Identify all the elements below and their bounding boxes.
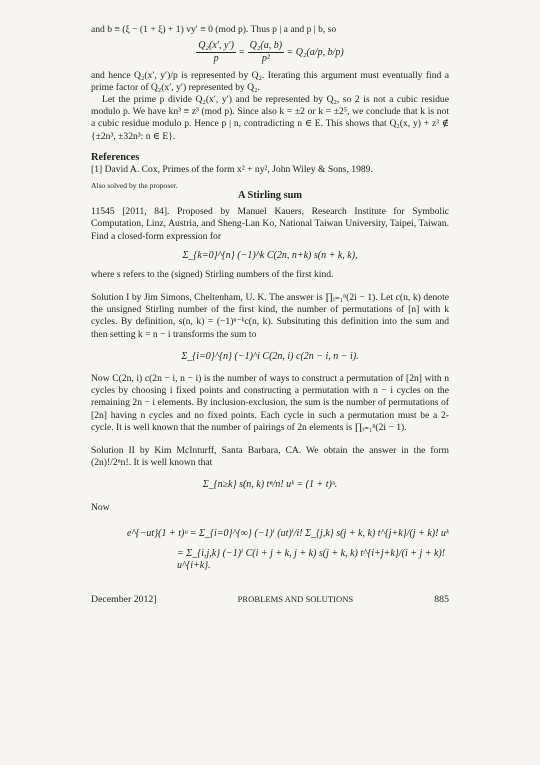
fraction-left (196, 40, 236, 65)
solution-two-expansion-line-1: e^{−ut}(1 + t)ᵘ = Σ_{i=0}^{∞} (−1)ⁱ (ut)ⁱ/i! Σ_{j,k} s(j + k, k) t^{j+k}/(j + k)! uᵏ (127, 527, 449, 539)
problem-statement: 11545 [2011, 84]. Proposed by Manuel Kauers, Research Institute for Symbolic Computation, Linz, Austria, and Sheng-Lan Ko, National Taiwan University, Taipei, Taiwan. Find a closed-form expression for (91, 206, 449, 242)
solution-two-intro: Solution II by Kim McInturff, Santa Barbara, CA. We obtain the answer in the form (2n)!/2ⁿn!. It is well known that (91, 445, 449, 469)
references-heading: References (91, 152, 140, 163)
reference-item: [1] David A. Cox, Primes of the form x² + ny², John Wiley & Sons, 1989. (91, 164, 373, 176)
equation-ratio: $\frac{\text{Q₂(x′, y′)}}{p}$ = $\frac{\text{Q₂(a, b)}}{\text{p²}}$ = Q₂(a/p, b/p) (198, 40, 344, 65)
fraction-left-denominator: p (213, 53, 219, 65)
solution-two (91, 445, 449, 580)
equation-right-side: = Q₂(a/p, b/p) (286, 47, 344, 59)
also-solved-note: Also solved by the proposer. (91, 181, 178, 191)
footer-issue: December 2012] (91, 594, 157, 605)
solution-one-body: Now C(2n, i) c(2n − i, n − i) is the number of ways to construct a permutation of [2n] with n cycles by choosing i fixed points and constructing a permutation with n − i cycles on the remaining 2n − i elements. By inclusion-exclusion, the sum is the number of permutations of [2n] having n cycles and no fixed points. Each cycle in such a permutation must be a 2-cycle. It is well known that the number of pairings of 2n elements is ∏ᵢ₌₁ⁿ(2i − 1). (91, 373, 449, 433)
solution-one-equation: Σ_{i=0}^{n} (−1)^i C(2n, i) c(2n − i, n − i). (181, 350, 359, 362)
solution-one (91, 292, 449, 434)
fraction-left-numerator: Q₂(x′, y′) (196, 40, 236, 53)
problem-where: where s refers to the (signed) Stirling numbers of the first kind. (91, 269, 334, 281)
footer-section: PROBLEMS AND SOLUTIONS (237, 594, 354, 604)
paragraph-iteration: and hence Q₂(x′, y′)/p is represented by Q₂. Iterating this argument must eventually find a prime factor of Q₂(x′, y′) represented by Q₂. (91, 69, 449, 93)
solution-two-expansion-line-2: = Σ_{i,j,k} (−1)ⁱ C(i + j + k, j + k) s(j + k, k) t^{i+j+k}/(i + j + k)! u^{i+k}. (177, 548, 446, 572)
fraction-middle-denominator: p² (261, 53, 270, 65)
problem-equation: Σ_{k=0}^{n} (−1)^k C(2n, n+k) s(n + k, k), (182, 249, 358, 261)
solution-two-now: Now (91, 501, 110, 513)
problem-title: A Stirling sum (237, 190, 303, 201)
problem-section (91, 190, 449, 281)
page-number: 885 (434, 594, 449, 605)
fraction-middle-numerator: Q₂(a, b) (248, 40, 284, 53)
top-section (91, 24, 449, 143)
references-section (91, 152, 449, 193)
solution-one-intro: Solution I by Jim Simons, Cheltenham, U. K. The answer is ∏ᵢ₌₁ⁿ(2i − 1). Let c(n, k) denote the unsigned Stirling number of the first kind, the number of permutations of [n] with k cycles. By definition, s(n, k) = (−1)ⁿ⁻ᵏc(n, k). Subsituting this definition into the sum and then setting k = n − i transforms the sum to (91, 292, 449, 340)
continuation-line: and b ≡ (ξ − (1 + ξ) + 1) vy′ ≡ 0 (mod p). Thus p | a and p | b, so (91, 24, 337, 35)
fraction-middle (248, 40, 284, 65)
paragraph-cubic-residue: Let the prime p divide Q₂(x′, y′) and be represented by Q₂, so 2 is not a cubic residue modulo p. We have kn³ ≡ z³ (mod p). Since also k = ±2 or k = ±2⁵, we conclude that k is not a cubic residue modulo p. Hence p | n, contradicting n ∈ E. This shows that Q₂(x, y) + z³ ∉ {±2n³, ±32n³: n ∈ E}. (91, 94, 449, 142)
page-footer (91, 594, 449, 605)
solution-two-generating-function: Σ_{n≥k} s(n, k) tⁿ/n! uᵏ = (1 + t)ᵘ. (202, 479, 338, 491)
